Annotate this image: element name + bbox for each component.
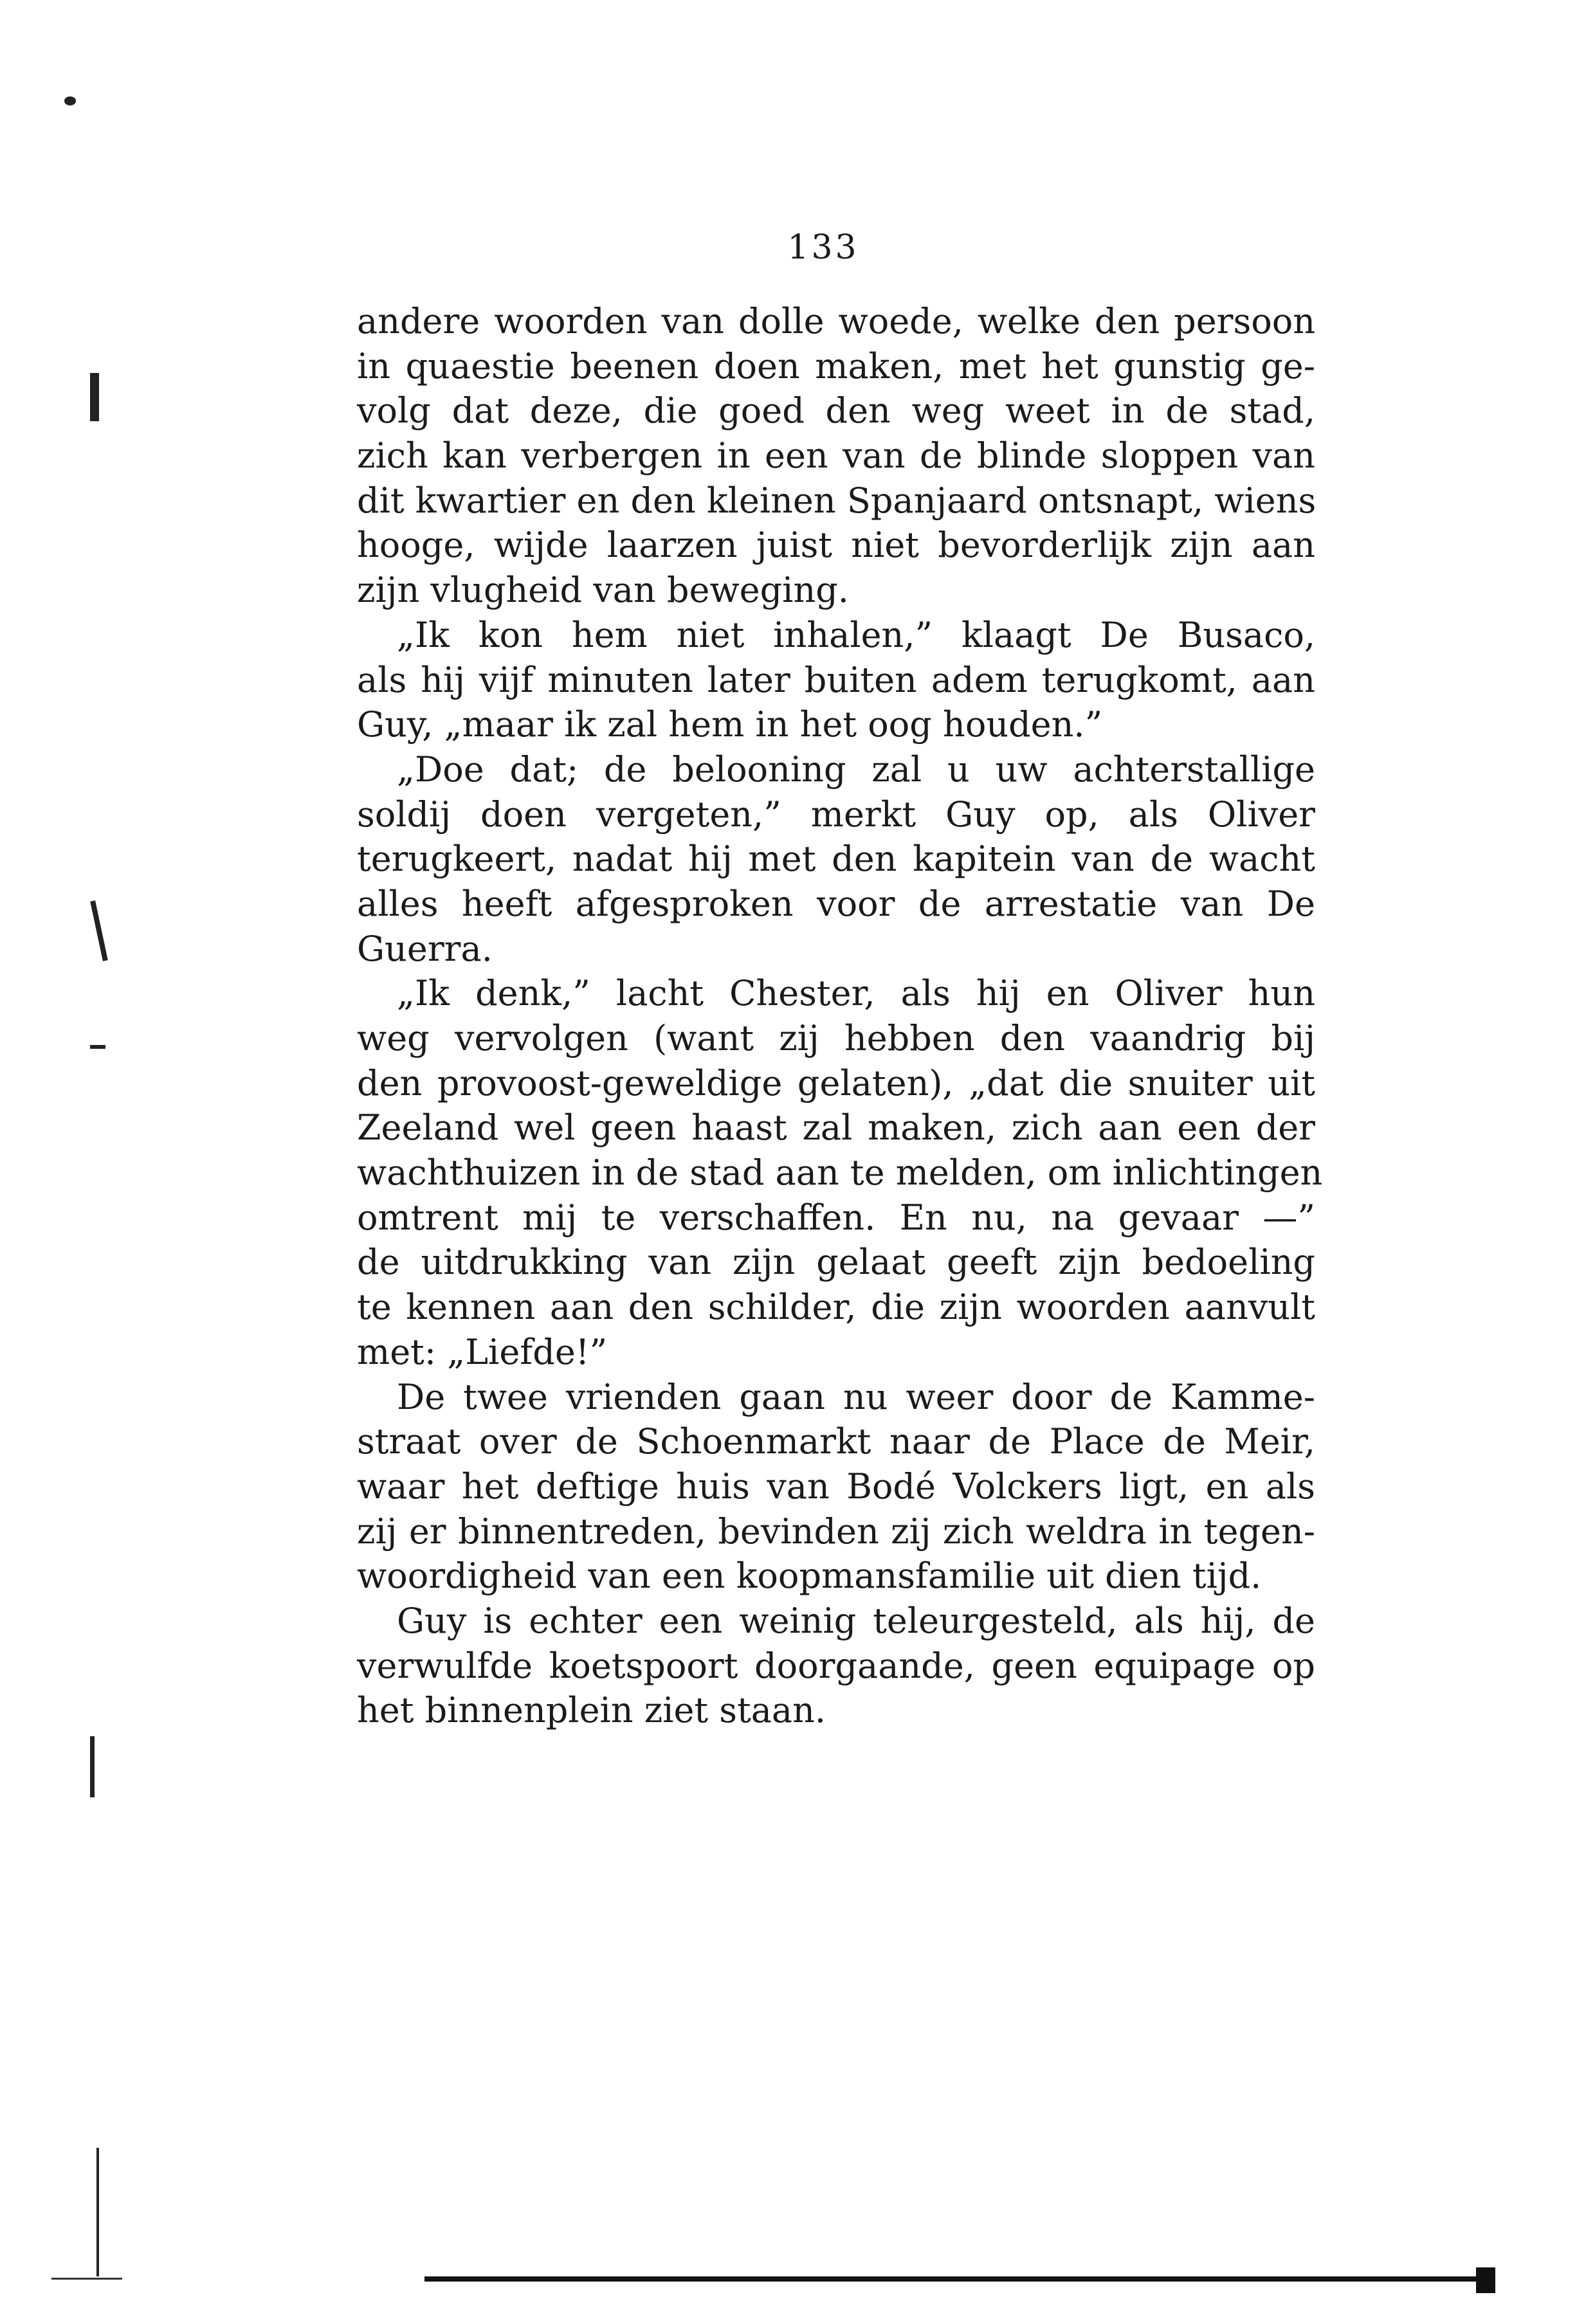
text-line: „Doe dat; de belooning zal u uw achterstallige [397, 749, 1315, 790]
text-line: omtrent mij te verschaffen. En nu, na gevaar —” [357, 1197, 1315, 1238]
text-line: zijn vlugheid van beweging. [357, 570, 849, 611]
text-line: hooge, wijde laarzen juist niet bevorderlijk zijn aan [357, 525, 1315, 566]
text-line: te kennen aan den schilder, die zijn woorden aanvult [357, 1287, 1315, 1328]
text-line: woordigheid van een koopmansfamilie uit dien tijd. [357, 1556, 1262, 1597]
bottom-rule [424, 2276, 1495, 2282]
margin-mark [90, 1736, 95, 1797]
text-line: Zeeland wel geen haast zal maken, zich aan een der [357, 1107, 1315, 1148]
text-line: „Ik denk,” lacht Chester, als hij en Oliver hun [397, 973, 1315, 1014]
margin-mark [64, 96, 76, 105]
text-line: soldij doen vergeten,” merkt Guy op, als Oliver [357, 794, 1315, 835]
text-line: zij er binnentreden, bevinden zij zich weldra in tegen- [357, 1511, 1315, 1552]
text-line: terugkeert, nadat hij met den kapitein van de wacht [357, 839, 1315, 880]
text-line: waar het deftige huis van Bodé Volckers ligt, en als [357, 1466, 1315, 1507]
margin-mark [96, 2148, 99, 2276]
text-line: met: „Liefde!” [357, 1331, 608, 1372]
body-text [357, 299, 1323, 1733]
text-line: andere woorden van dolle woede, welke den persoon [357, 301, 1315, 341]
text-line: verwulfde koetspoort doorgaande, geen equipage op [357, 1645, 1315, 1686]
text-line: De twee vrienden gaan nu weer door de Kamme- [397, 1376, 1315, 1417]
margin-mark [90, 900, 108, 961]
text-line: in quaestie beenen doen maken, met het gunstig ge- [357, 345, 1315, 386]
margin-mark [90, 373, 99, 421]
text-line: wachthuizen in de stad aan te melden, om inlichtingen [357, 1152, 1323, 1194]
text-line: het binnenplein ziet staan. [357, 1690, 826, 1731]
bottom-rule [1476, 2267, 1495, 2293]
text-line: weg vervolgen (want zij hebben den vaandrig bij [357, 1018, 1315, 1058]
text-line: volg dat deze, die goed den weg weet in de stad, [357, 390, 1315, 431]
text-line: Guy, „maar ik zal hem in het oog houden.” [357, 704, 1103, 745]
text-line: Guerra. [357, 928, 493, 969]
margin-mark [90, 1045, 105, 1049]
text-line: Guy is echter een weinig teleurgesteld, als hij, de [397, 1600, 1315, 1641]
margin-mark [51, 2278, 122, 2280]
text-line: als hij vijf minuten later buiten adem terugkomt, aan [357, 659, 1315, 700]
text-line: straat over de Schoenmarkt naar de Place de Meir, [357, 1421, 1315, 1462]
text-line: alles heeft afgesproken voor de arrestatie van De [357, 883, 1315, 924]
text-line: dit kwartier en den kleinen Spanjaard ontsnapt, wiens [357, 480, 1317, 521]
text-line: den provoost-geweldige gelaten), „dat die snuiter uit [357, 1062, 1315, 1103]
text-line: zich kan verbergen in een van de blinde sloppen van [357, 435, 1315, 477]
page-number: 133 [787, 228, 859, 267]
text-line: „Ik kon hem niet inhalen,” klaagt De Busaco, [397, 614, 1315, 655]
text-line: de uitdrukking van zijn gelaat geeft zijn bedoeling [357, 1242, 1315, 1283]
